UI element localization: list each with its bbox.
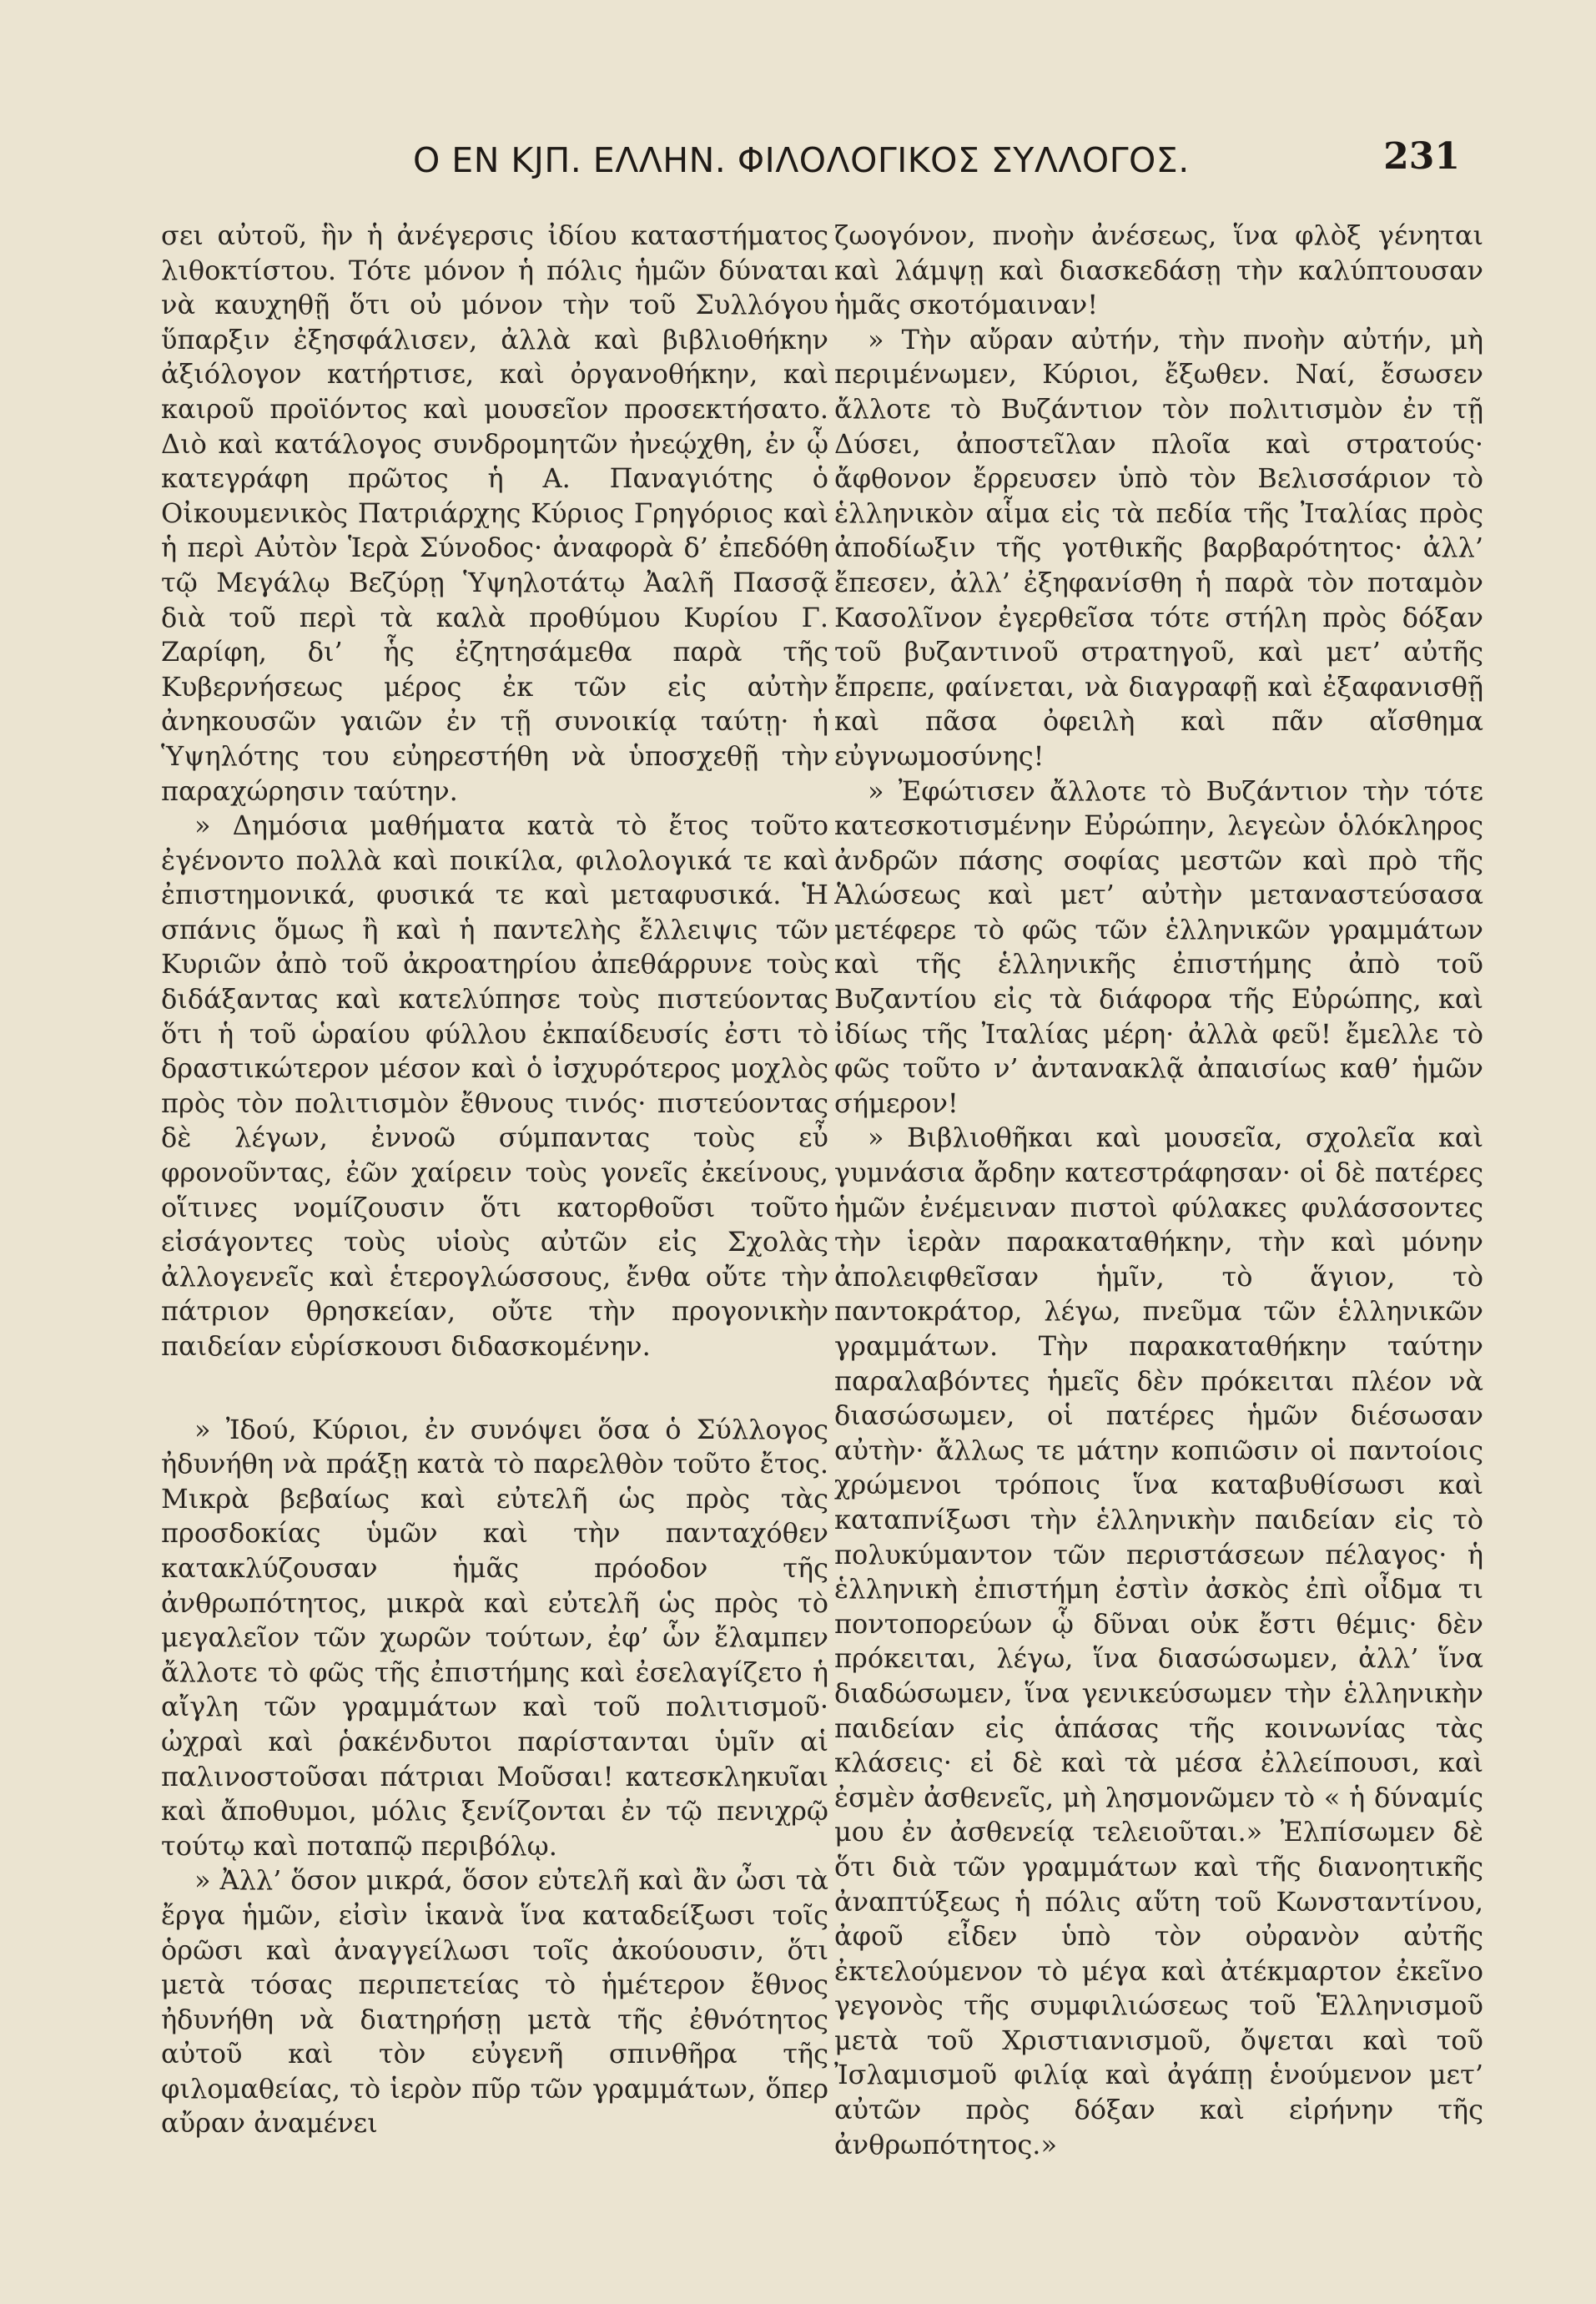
left-column (161, 219, 828, 2255)
paragraph: » Ἐφώτισεν ἄλλοτε τὸ Βυζάντιον τὴν τότε κατεσκοτισμένην Εὐρώπην, λεγεὼν ὁλόκληρος ἀνδρῶν πάσης σοφίας μεστῶν καὶ πρὸ τῆς Ἁλώσεως καὶ μετ’ αὐτὴν μεταναστεύσασα μετέφερε τὸ φῶς τῶν ἑλληνικῶν γραμμάτων καὶ τῆς ἑλληνικῆς ἐπιστήμης ἀπὸ τοῦ Βυζαντίου εἰς τὰ διάφορα τῆς Εὐρώπης, καὶ ἰδίως τῆς Ἰταλίας μέρη· ἀλλὰ φεῦ! ἔμελλε τὸ φῶς τοῦτο ν’ ἀντανακλᾷ ἀπαισίως καθ’ ἡμῶν σήμερον! (834, 774, 1483, 1119)
paragraph: » Ἰδού, Κύριοι, ἐν συνόψει ὅσα ὁ Σύλλογος ἠδυνήθη νὰ πράξῃ κατὰ τὸ παρελθὸν τοῦτο ἔτος. Μικρὰ βεβαίως καὶ εὐτελῆ ὡς πρὸς τὰς προσδοκίας ὑμῶν καὶ τὴν πανταχόθεν κατακλύζουσαν ἡμᾶς πρόοδον τῆς ἀνθρωπότητος, μικρὰ καὶ εὐτελῆ ὡς πρὸς τὸ μεγαλεῖον τῶν χωρῶν τούτων, ἐφ’ ὧν ἔλαμπεν ἄλλοτε τὸ φῶς τῆς ἐπιστήμης καὶ ἐσελαγίζετο ἡ αἴγλη τῶν γραμμάτων καὶ τοῦ πολιτισμοῦ· ὠχραὶ καὶ ῥακένδυτοι παρίστανται ὑμῖν αἱ παλινοστοῦσαι πάτριαι Μοῦσαι! κατεσκληκυῖαι καὶ ἄποθυμοι, μόλις ξενίζονται ἐν τῷ πενιχρῷ τούτῳ καὶ ποταπῷ περιβόλῳ. (161, 1413, 828, 1862)
right-column (834, 219, 1483, 2255)
paragraph: » Δημόσια μαθήματα κατὰ τὸ ἔτος τοῦτο ἐγένοντο πολλὰ καὶ ποικίλα, φιλολογικά τε καὶ ἐπιστημονικά, φυσικά τε καὶ μεταφυσικά. Ἡ σπάνις ὅμως ἢ καὶ ἡ παντελὴς ἔλλειψις τῶν Κυριῶν ἀπὸ τοῦ ἀκροατηρίου ἀπεθάρρυνε τοὺς διδάξαντας καὶ κατελύπησε τοὺς πιστεύοντας ὅτι ἡ τοῦ ὡραίου φύλλου ἐκπαίδευσίς ἐστι τὸ δραστικώτερον μέσον καὶ ὁ ἰσχυρότερος μοχλὸς πρὸς τὸν πολιτισμὸν ἔθνους τινός· πιστεύοντας δὲ λέγων, ἐννοῶ σύμπαντας τοὺς εὖ φρονοῦντας, ἐῶν χαίρειν τοὺς γονεῖς ἐκείνους, οἵτινες νομίζουσιν ὅτι κατορθοῦσι τοῦτο εἰσάγοντες τοὺς υἱοὺς αὐτῶν εἰς Σχολὰς ἀλλογενεῖς καὶ ἑτερογλώσσους, ἔνθα οὔτε τὴν πάτριον θρησκείαν, οὔτε τὴν προγονικὴν παιδείαν εὑρίσκουσι διδασκομένην. (161, 809, 828, 1362)
paragraph: » Τὴν αὔραν αὐτήν, τὴν πνοὴν αὐτήν, μὴ περιμένωμεν, Κύριοι, ἔξωθεν. Ναί, ἔσωσεν ἄλλοτε τὸ Βυζάντιον τὸν πολιτισμὸν ἐν τῇ Δύσει, ἀποστεῖλαν πλοῖα καὶ στρατούς· ἄφθονον ἔρρευσεν ὑπὸ τὸν Βελισσάριον τὸ ἑλληνικὸν αἷμα εἰς τὰ πεδία τῆς Ἰταλίας πρὸς ἀποδίωξιν τῆς γοτθικῆς βαρβαρότητος· ἀλλ’ ἔπεσεν, ἀλλ’ ἐξηφανίσθη ἡ παρὰ τὸν ποταμὸν Κασολῖνον ἐγερθεῖσα τότε στήλη πρὸς δόξαν τοῦ βυζαντινοῦ στρατηγοῦ, καὶ μετ’ αὐτῆς ἔπρεπε, φαίνεται, νὰ διαγραφῇ καὶ ἐξαφανισθῇ καὶ πᾶσα ὀφειλὴ καὶ πᾶν αἴσθημα εὐγνωμοσύνης! (834, 323, 1483, 772)
running-head (159, 134, 1477, 200)
paragraph: » Ἀλλ’ ὅσον μικρά, ὅσον εὐτελῆ καὶ ἂν ὦσι τὰ ἔργα ἡμῶν, εἰσὶν ἱκανὰ ἵνα καταδείξωσι τοῖς ὁρῶσι καὶ ἀναγγείλωσι τοῖς ἀκούουσιν, ὅτι μετὰ τόσας περιπετείας τὸ ἡμέτερον ἔθνος ἠδυνήθη νὰ διατηρήσῃ μετὰ τῆς ἐθνότητος αὐτοῦ καὶ τὸν εὐγενῆ σπινθῆρα τῆς φιλομαθείας, τὸ ἱερὸν πῦρ τῶν γραμμάτων, ὅπερ αὔραν ἀναμένει (161, 1864, 828, 2140)
paragraph: ζωογόνον, πνοὴν ἀνέσεως, ἵνα φλὸξ γένηται καὶ λάμψῃ καὶ διασκεδάσῃ τὴν καλύπτουσαν ἡμᾶς σκοτόμαιναν! (834, 219, 1483, 321)
paragraph: » Βιβλιοθῆκαι καὶ μουσεῖα, σχολεῖα καὶ γυμνάσια ἄρδην κατεστράφησαν· οἱ δὲ πατέρες ἡμῶν ἐνέμειναν πιστοὶ φύλακες φυλάσσοντες τὴν ἱερὰν παρακαταθήκην, τὴν καὶ μόνην ἀπολειφθεῖσαν ἡμῖν, τὸ ἅγιον, τὸ παντοκράτορ, λέγω, πνεῦμα τῶν ἑλληνικῶν γραμμάτων. Τὴν παρακαταθήκην ταύτην παραλαβόντες ἡμεῖς δὲν πρόκειται πλέον νὰ διασώσωμεν, οἱ πατέρες ἡμῶν διέσωσαν αὐτὴν· ἄλλως τε μάτην κοπιῶσιν οἱ παντοίοις χρώμενοι τρόποις ἵνα καταβυθίσωσι καὶ καταπνίξωσι τὴν ἑλληνικὴν παιδείαν εἰς τὸ πολυκύμαντον τῶν περιστάσεων πέλαγος· ἡ ἑλληνικὴ ἐπιστήμη ἐστὶν ἀσκὸς ἐπὶ οἶδμα τι ποντοπορεύων ᾧ δῦναι οὐκ ἔστι θέμις· δὲν πρόκειται, λέγω, ἵνα διασώσωμεν, ἀλλ’ ἵνα διαδώσωμεν, ἵνα γενικεύσωμεν τὴν ἑλληνικὴν παιδείαν εἰς ἁπάσας τῆς κοινωνίας τὰς κλάσεις· εἰ δὲ καὶ τὰ μέσα ἐλλείπουσι, καὶ ἐσμὲν ἀσθενεῖς, μὴ λησμονῶμεν τὸ « ἡ δύναμίς μου ἐν ἀσθενείᾳ τελειοῦται.» Ἐλπίσωμεν δὲ ὅτι διὰ τῶν γραμμάτων καὶ τῆς διανοητικῆς ἀναπτύξεως ἡ πόλις αὕτη τοῦ Κωνσταντίνου, ἀφοῦ εἶδεν ὑπὸ τὸν οὐρανὸν αὐτῆς ἐκτελούμενον τὸ μέγα καὶ ἀτέκμαρτον ἐκεῖνο γεγονὸς τῆς συμφιλιώσεως τοῦ Ἑλληνισμοῦ μετὰ τοῦ Χριστιανισμοῦ, ὄψεται καὶ τοῦ Ἰσλαμισμοῦ φιλίᾳ καὶ ἀγάπῃ ἑνούμενον μετ’ αὐτῶν πρὸς δόξαν καὶ εἰρήνην τῆς ἀνθρωπότητος.» (834, 1122, 1483, 2160)
running-title: Ο ΕΝ ΚͿΠ. ΕΛΛΗΝ. ΦΙΛΟΛΟΓΙΚΟΣ ΣΥΛΛΟΓΟΣ. (413, 140, 1190, 180)
paragraph: σει αὐτοῦ, ἣν ἡ ἀνέγερσις ἰδίου καταστήματος λιθοκτίστου. Τότε μόνον ἡ πόλις ἡμῶν δύναται νὰ καυχηθῇ ὅτι οὐ μόνον τὴν τοῦ Συλλόγου ὕπαρξιν ἐξησφάλισεν, ἀλλὰ καὶ βιβλιοθήκην ἀξιόλογον κατήρτισε, καὶ ὀργανοθήκην, καὶ καιροῦ προϊόντος καὶ μουσεῖον προσεκτήσατο. Διὸ καὶ κατάλογος συνδρομητῶν ἠνεῴχθη, ἐν ᾧ κατεγράφη πρῶτος ἡ Α. Παναγιότης ὁ Οἰκουμενικὸς Πατριάρχης Κύριος Γρηγόριος καὶ ἡ περὶ Αὐτὸν Ἱερὰ Σύνοδος· ἀναφορὰ δ’ ἐπεδόθη τῷ Μεγάλῳ Βεζύρῃ Ὑψηλοτάτῳ Ἀαλῆ Πασσᾷ διὰ τοῦ περὶ τὰ καλὰ προθύμου Κυρίου Γ. Ζαρίφη, δι’ ἧς ἐζητησάμεθα παρὰ τῆς Κυβερνήσεως μέρος ἐκ τῶν εἰς αὐτὴν ἀνηκουσῶν γαιῶν ἐν τῇ συνοικίᾳ ταύτῃ· ἡ Ὑψηλότης του εὐηρεστήθη νὰ ὑποσχεθῇ τὴν παραχώρησιν ταύτην. (161, 219, 828, 807)
page-number: 231 (1383, 135, 1460, 178)
